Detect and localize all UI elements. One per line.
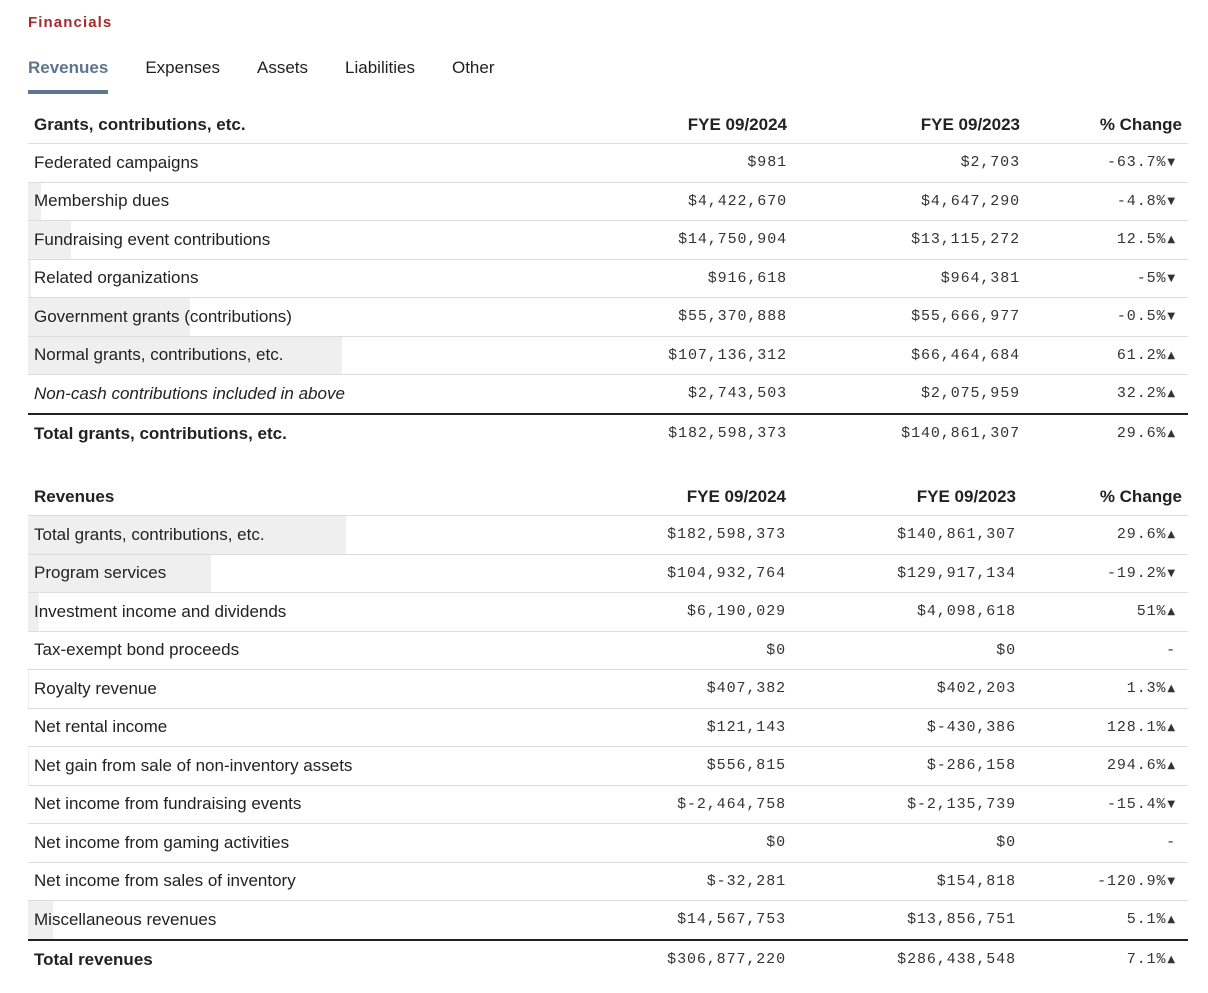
row-label-text: Federated campaigns [34, 152, 199, 172]
pct-change [1022, 747, 1188, 786]
pct-change [1022, 940, 1188, 979]
tab-liabilities[interactable]: Liabilities [345, 58, 415, 77]
table-row [28, 593, 1188, 632]
pct-change-value: 32.2% [1116, 385, 1167, 403]
value-fye-2024: $981 [563, 144, 793, 183]
row-label [28, 298, 563, 337]
row-label [28, 336, 563, 375]
pct-change [1026, 259, 1188, 298]
share-bar [28, 670, 29, 708]
pct-change-value: - [1166, 641, 1176, 659]
row-label [28, 221, 563, 260]
pct-change [1026, 144, 1188, 183]
row-label-text: Miscellaneous revenues [34, 909, 217, 929]
triangle-down-icon: ▼ [1167, 798, 1176, 810]
table-row [28, 862, 1188, 901]
pct-change-value: -4.8% [1116, 192, 1167, 210]
pct-change-value: 5.1% [1126, 911, 1167, 929]
table-row [28, 375, 1188, 414]
header-fye-2023: FYE 09/2023 [792, 479, 1022, 516]
row-label [28, 144, 563, 183]
row-label [28, 747, 563, 786]
pct-change-value: 51% [1136, 603, 1167, 621]
value-fye-2024: $4,422,670 [563, 182, 793, 221]
total-row [28, 414, 1188, 453]
value-fye-2024: $6,190,029 [563, 593, 792, 632]
pct-change-value: 128.1% [1106, 718, 1167, 736]
table-row [28, 554, 1188, 593]
triangle-down-icon: ▼ [1167, 195, 1176, 207]
value-fye-2023: $13,115,272 [793, 221, 1026, 260]
header-fye-2024: FYE 09/2024 [563, 479, 792, 516]
value-fye-2023: $402,203 [792, 670, 1022, 709]
table-row [28, 631, 1188, 670]
value-fye-2023: $4,647,290 [793, 182, 1026, 221]
row-label-text: Total grants, contributions, etc. [34, 524, 265, 544]
row-label [28, 516, 563, 555]
pct-change [1026, 414, 1188, 453]
table-row [28, 144, 1188, 183]
triangle-up-icon: ▲ [1167, 721, 1176, 733]
share-bar [28, 260, 31, 298]
row-label-text: Membership dues [34, 191, 170, 211]
table-row [28, 670, 1188, 709]
row-label-text: Normal grants, contributions, etc. [34, 345, 284, 365]
row-label [28, 670, 563, 709]
table-row [28, 708, 1188, 747]
pct-change [1022, 862, 1188, 901]
table-row [28, 901, 1188, 940]
pct-change [1026, 182, 1188, 221]
share-bar [28, 747, 29, 785]
value-fye-2024: $407,382 [563, 670, 792, 709]
triangle-down-icon: ▼ [1167, 311, 1176, 323]
row-label-text: Government grants (contributions) [34, 306, 292, 326]
pct-change [1022, 785, 1188, 824]
pct-change-value: 7.1% [1126, 951, 1167, 968]
table-row [28, 516, 1188, 555]
triangle-up-icon: ▲ [1167, 349, 1176, 361]
header-label: Revenues [28, 479, 563, 516]
header-pct-change: % Change [1022, 479, 1188, 516]
row-label [28, 414, 563, 453]
triangle-down-icon: ▼ [1167, 567, 1176, 579]
value-fye-2024: $556,815 [563, 747, 792, 786]
row-label-text: Tax-exempt bond proceeds [34, 640, 240, 660]
value-fye-2024: $121,143 [563, 708, 792, 747]
value-fye-2024: $-2,464,758 [563, 785, 792, 824]
pct-change-value: -120.9% [1097, 872, 1167, 890]
value-fye-2024: $306,877,220 [563, 940, 792, 979]
pct-change-value: -19.2% [1106, 564, 1167, 582]
row-label-text: Related organizations [34, 268, 199, 288]
value-fye-2024: $55,370,888 [563, 298, 793, 337]
pct-change [1022, 670, 1188, 709]
row-label [28, 901, 563, 940]
row-label-text: Total grants, contributions, etc. [34, 423, 287, 443]
pct-change [1026, 298, 1188, 337]
total-row [28, 940, 1188, 979]
header-pct-change: % Change [1026, 107, 1188, 144]
value-fye-2023: $129,917,134 [792, 554, 1022, 593]
row-label-text: Royalty revenue [34, 678, 157, 698]
pct-change [1022, 708, 1188, 747]
value-fye-2023: $13,856,751 [907, 911, 1016, 929]
value-fye-2024: $182,598,373 [563, 414, 793, 453]
pct-change-value: 12.5% [1116, 231, 1167, 249]
table-header [28, 107, 1188, 144]
pct-change-value: 294.6% [1106, 757, 1167, 775]
triangle-up-icon: ▲ [1167, 606, 1176, 618]
pct-change [1022, 631, 1188, 670]
row-label [28, 375, 563, 414]
table-row [28, 785, 1188, 824]
pct-change-value: 29.6% [1116, 526, 1167, 544]
revenues-table [28, 479, 1188, 979]
value-fye-2024: $916,618 [563, 259, 793, 298]
row-label [28, 593, 563, 632]
row-label-text: Fundraising event contributions [34, 229, 271, 249]
pct-change [1022, 901, 1188, 940]
value-fye-2023: $66,464,684 [793, 336, 1026, 375]
triangle-up-icon: ▲ [1167, 529, 1176, 541]
row-label-text: Net gain from sale of non-inventory assets [34, 755, 353, 775]
row-label [28, 259, 563, 298]
triangle-down-icon: ▼ [1167, 157, 1176, 169]
table-row [28, 298, 1188, 337]
row-label [28, 182, 563, 221]
tab-other[interactable]: Other [451, 58, 495, 77]
tab-bar [28, 56, 532, 94]
tab-assets[interactable]: Assets [257, 58, 309, 77]
pct-change-value: -0.5% [1116, 308, 1167, 326]
row-label [28, 554, 563, 593]
pct-change-value: -15.4% [1106, 795, 1167, 813]
value-fye-2023: $-286,158 [792, 747, 1022, 786]
triangle-up-icon: ▲ [1167, 388, 1176, 400]
table-header [28, 479, 1188, 516]
row-label-text: Non-cash contributions included in above [34, 383, 345, 403]
value-fye-2023: $-2,135,739 [792, 785, 1022, 824]
triangle-up-icon: ▲ [1167, 954, 1176, 965]
triangle-up-icon: ▲ [1167, 914, 1176, 926]
row-label-text: Net income from sales of inventory [34, 871, 296, 891]
value-fye-2023: $140,861,307 [793, 414, 1026, 453]
value-fye-2024: $0 [563, 631, 792, 670]
table-row [28, 747, 1188, 786]
row-label-text: Net income from fundraising events [34, 794, 302, 814]
table-row [28, 336, 1188, 375]
value-fye-2023: $964,381 [793, 259, 1026, 298]
triangle-up-icon: ▲ [1167, 428, 1176, 439]
grants-table [28, 107, 1188, 453]
pct-change [1022, 516, 1188, 555]
table-row [28, 259, 1188, 298]
row-label [28, 824, 563, 863]
pct-change [1022, 824, 1188, 863]
value-fye-2023: $55,666,977 [793, 298, 1026, 337]
value-fye-2024: $182,598,373 [563, 516, 792, 555]
header-fye-2023: FYE 09/2023 [793, 107, 1026, 144]
pct-change-value: -5% [1136, 269, 1167, 287]
pct-change [1022, 593, 1188, 632]
header-label: Grants, contributions, etc. [28, 107, 563, 144]
row-label [28, 940, 563, 979]
value-fye-2024: $14,750,904 [563, 221, 793, 260]
row-label-text: Investment income and dividends [34, 601, 287, 621]
row-label [28, 862, 563, 901]
value-fye-2024: $-32,281 [563, 862, 792, 901]
value-fye-2023: $140,861,307 [792, 516, 1022, 555]
pct-change [1022, 554, 1188, 593]
triangle-down-icon: ▼ [1167, 272, 1176, 284]
value-fye-2024: $107,136,312 [563, 336, 793, 375]
row-label [28, 785, 563, 824]
pct-change-value: 61.2% [1116, 346, 1167, 364]
triangle-up-icon: ▲ [1167, 683, 1176, 695]
triangle-down-icon: ▼ [1167, 875, 1176, 887]
row-label-text: Total revenues [34, 949, 153, 969]
row-label-text: Program services [34, 563, 167, 583]
table-row [28, 182, 1188, 221]
triangle-up-icon: ▲ [1167, 760, 1176, 772]
row-label [28, 708, 563, 747]
pct-change [1026, 221, 1188, 260]
pct-change-value: -63.7% [1106, 154, 1167, 172]
section-label: Financials [28, 14, 113, 31]
tab-expenses[interactable]: Expenses [145, 58, 220, 77]
pct-change-value: 29.6% [1116, 425, 1167, 442]
pct-change-value: - [1166, 834, 1176, 852]
value-fye-2024: $0 [563, 824, 792, 863]
table-row [28, 824, 1188, 863]
value-fye-2023: $-430,386 [792, 708, 1022, 747]
value-fye-2023: $2,703 [793, 144, 1026, 183]
pct-change [1026, 336, 1188, 375]
value-fye-2023: $4,098,618 [792, 593, 1022, 632]
value-fye-2023: $2,075,959 [920, 385, 1020, 403]
row-label-text: Net income from gaming activities [34, 832, 290, 852]
triangle-up-icon: ▲ [1167, 234, 1176, 246]
value-fye-2024: $2,743,503 [687, 385, 787, 403]
value-fye-2024: $14,567,753 [677, 911, 786, 929]
value-fye-2023: $154,818 [792, 862, 1022, 901]
value-fye-2023: $0 [792, 631, 1022, 670]
value-fye-2024: $104,932,764 [563, 554, 792, 593]
table-row [28, 221, 1188, 260]
tab-revenues[interactable]: Revenues [28, 56, 108, 94]
header-fye-2024: FYE 09/2024 [563, 107, 793, 144]
value-fye-2023: $286,438,548 [792, 940, 1022, 979]
pct-change [1026, 375, 1188, 414]
value-fye-2023: $0 [792, 824, 1022, 863]
row-label [28, 631, 563, 670]
row-label-text: Net rental income [34, 717, 168, 737]
pct-change-value: 1.3% [1126, 680, 1167, 698]
